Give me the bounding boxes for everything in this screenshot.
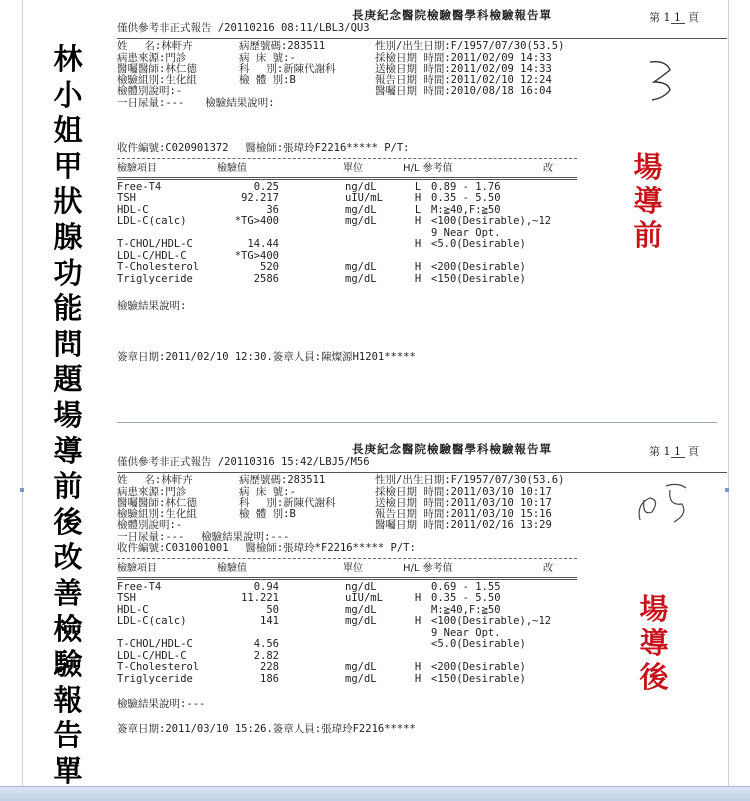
page-number: 第 1 1 頁 bbox=[649, 11, 699, 24]
table-row: LDL-C(calc) 141 mg/dL H <100(Desirable),~12 bbox=[117, 615, 552, 628]
results-table bbox=[117, 582, 631, 686]
urine-line: 一日尿量:--- 檢驗結果說明:--- bbox=[117, 530, 290, 543]
info-row: 檢體別說明:- 醫囑日期 時間:2010/08/18 16:04 bbox=[117, 85, 552, 98]
hospital-header: 長庚紀念醫院檢驗醫學科檢驗報告單 bbox=[352, 8, 552, 22]
table-row: LDL-C/HDL-C 2.82 bbox=[117, 649, 279, 662]
table-row: HDL-C 50 mg/dL M:≧40,F:≧50 bbox=[117, 603, 501, 616]
resize-handle-left[interactable] bbox=[20, 488, 24, 492]
viewer-bottom-bar bbox=[0, 786, 750, 801]
hospital-header: 長庚紀念醫院檢驗醫學科檢驗報告單 bbox=[352, 442, 552, 456]
divider bbox=[117, 177, 577, 180]
explain-line: 檢驗結果說明: bbox=[117, 300, 187, 313]
table-row: Free-T4 0.25 ng/dL L 0.89 - 1.76 bbox=[117, 180, 501, 193]
column-headers: 檢驗項目 檢驗值 單位 H/L 參考值 改 bbox=[117, 163, 553, 175]
table-row: HDL-C 36 mg/dL L M:≧40,F:≧50 bbox=[117, 203, 501, 216]
label-before: 場導前 bbox=[633, 150, 663, 252]
table-row: T-CHOL/HDL-C 14.44 H <5.0(Desirable) bbox=[117, 238, 526, 251]
receipt-line: 收件編號:C020901372 醫檢師:張瑋玲F2216***** P/T: bbox=[117, 142, 410, 155]
handwritten-mark-before bbox=[640, 52, 680, 102]
lab-report-before bbox=[117, 10, 727, 364]
table-row: Triglyceride 2586 mg/dL H <150(Desirable) bbox=[117, 272, 526, 285]
signoff-line: 簽章日期:2011/03/10 15:26.簽章人員:張瑋玲F2216***** bbox=[117, 723, 416, 736]
divider bbox=[117, 558, 577, 559]
vertical-title: 林小姐甲狀腺功能問題場導前後改善檢驗報告單 bbox=[53, 42, 83, 788]
notice-line: 僅供參考非正式報告 /20110216 08:11/LBL3/QU3 bbox=[117, 22, 370, 35]
page-number: 第 1 1 頁 bbox=[649, 445, 699, 458]
info-row: 醫囑醫師:林仁德 科 別:新陳代謝科 送檢日期 時間:2011/03/10 10:17 bbox=[117, 496, 552, 509]
notice-line: 僅供參考非正式報告 /20110316 15:42/LBJ5/M56 bbox=[117, 456, 370, 469]
divider bbox=[117, 158, 577, 159]
table-row: T-Cholesterol 228 mg/dL H <200(Desirable) bbox=[117, 661, 526, 674]
info-row: 檢驗組別:生化組 檢 體 別:B 報告日期 時間:2011/03/10 15:16 bbox=[117, 508, 552, 521]
table-row: Triglyceride 186 mg/dL H <150(Desirable) bbox=[117, 672, 526, 685]
report-separator bbox=[117, 422, 717, 423]
signoff-line: 簽章日期:2011/02/10 12:30.簽章人員:陳燦源H1201***** bbox=[117, 351, 416, 364]
patient-info bbox=[117, 41, 727, 97]
table-row: T-CHOL/HDL-C 4.56 <5.0(Desirable) bbox=[117, 638, 526, 651]
results-table bbox=[117, 182, 631, 286]
column-headers: 檢驗項目 檢驗值 單位 H/L 參考值 改 bbox=[117, 563, 553, 575]
receipt-line: 收件編號:C031001001 醫檢師:張瑋玲*F2216***** P/T: bbox=[117, 542, 416, 555]
divider bbox=[117, 577, 577, 580]
info-row: 姓 名:林軒卉 病歷號碼:283511 性別/出生日期:F/1957/07/30(53.5) bbox=[117, 40, 565, 53]
table-row: LDL-C(calc) *TG>400 mg/dL H <100(Desirable),~12 bbox=[117, 215, 552, 228]
table-row: TSH 92.217 uIU/mL H 0.35 - 5.50 bbox=[117, 192, 501, 205]
table-row: 9 Near Opt. bbox=[431, 226, 501, 239]
urine-line: 一日尿量:--- 檢驗結果說明: bbox=[117, 96, 275, 109]
info-row: 姓 名:林軒卉 病歷號碼:283511 性別/出生日期:F/1957/07/30(53.6) bbox=[117, 474, 565, 487]
info-row: 病患來源:門診 病 床 號:- 採檢日期 時間:2011/02/09 14:33 bbox=[117, 51, 552, 64]
info-row: 檢驗組別:生化組 檢 體 別:B 報告日期 時間:2011/02/10 12:24 bbox=[117, 74, 552, 87]
explain-line: 檢驗結果說明:--- bbox=[117, 698, 206, 711]
table-row: LDL-C/HDL-C *TG>400 bbox=[117, 249, 279, 262]
table-row: TSH 11.221 uIU/mL H 0.35 - 5.50 bbox=[117, 592, 501, 605]
info-row: 醫囑醫師:林仁德 科 別:新陳代謝科 送檢日期 時間:2011/02/09 14:33 bbox=[117, 62, 552, 75]
handwritten-mark-after bbox=[630, 470, 700, 530]
label-after: 場導後 bbox=[639, 592, 669, 694]
table-row: Free-T4 0.94 ng/dL 0.69 - 1.55 bbox=[117, 580, 501, 593]
info-row: 病患來源:門診 病 床 號:- 採檢日期 時間:2011/03/10 10:17 bbox=[117, 485, 552, 498]
table-row: T-Cholesterol 520 mg/dL H <200(Desirable) bbox=[117, 261, 526, 274]
info-row: 檢體別說明:- 醫囑日期 時間:2011/02/16 13:29 bbox=[117, 519, 552, 532]
table-row: 9 Near Opt. bbox=[431, 626, 501, 639]
